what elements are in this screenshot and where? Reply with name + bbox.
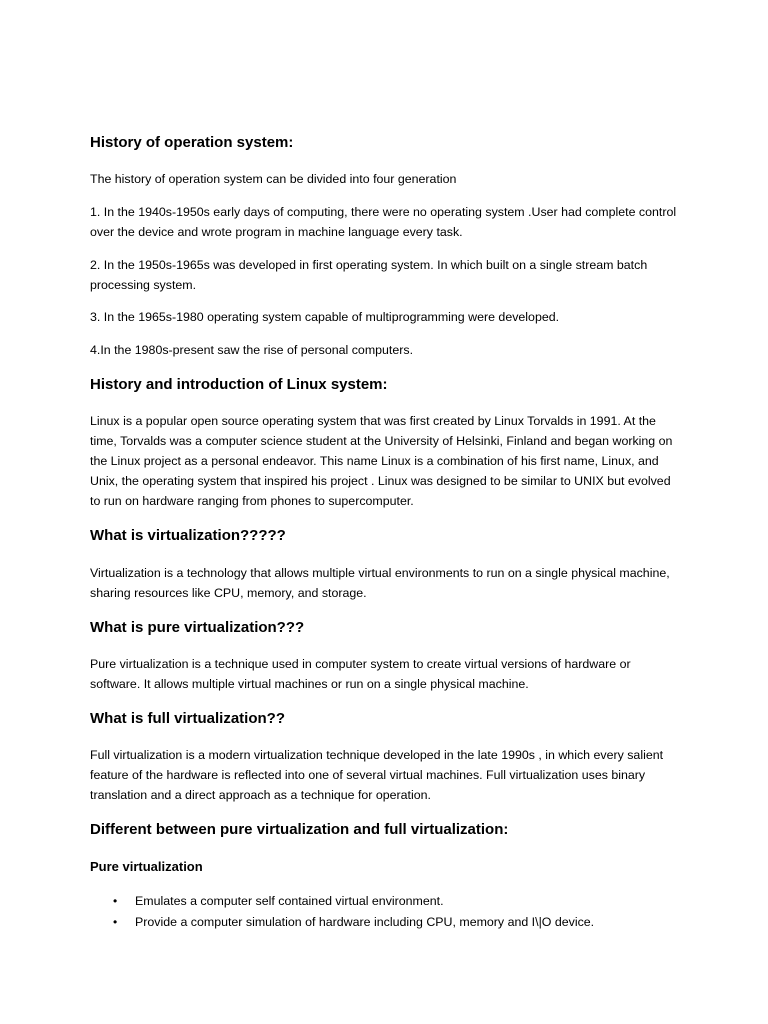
list-item-text: Provide a computer simulation of hardware including CPU, memory and I\|O device. <box>135 915 595 929</box>
list-item <box>90 891 680 912</box>
bullet-list <box>90 891 680 933</box>
paragraph-virtualization: Virtualization is a technology that allows multiple virtual environments to run on a single physical machine, sharing resources like CPU, memory, and storage. <box>90 566 670 600</box>
paragraph-full-virtualization: Full virtualization is a modern virtualization technique developed in the late 1990s , in which every salient feature of the hardware is reflected into one of several virtual machines. Full virtualization uses binary translation and a direct approach as a technique for operation. <box>90 748 664 802</box>
bullet-icon: • <box>113 915 118 929</box>
paragraph-generation-3: 3. In the 1965s-1980 operating system capable of multiprogramming were developed. <box>90 310 560 324</box>
paragraph-intro: The history of operation system can be divided into four generation <box>90 172 457 186</box>
bullet-icon: • <box>113 894 118 908</box>
heading-pure-virtualization: What is pure virtualization??? <box>90 619 305 636</box>
heading-history-os: History of operation system: <box>90 134 294 151</box>
paragraph-linux: Linux is a popular open source operating system that was first created by Linux Torvalds in 1991. At the time, Torvalds was a computer science student at the University of Helsinki, Finland and began working on the Linux project as a personal endeavor. This name Linux is a combination of his first name, Linux, and Unix, the operating system that inspired his project . Linux was designed to be similar to UNIX but evolved to run on hardware ranging from phones to supercomputer. <box>90 414 673 508</box>
list-item-text: Emulates a computer self contained virtual environment. <box>135 894 444 908</box>
heading-linux: History and introduction of Linux system: <box>90 376 388 393</box>
heading-virtualization: What is virtualization????? <box>90 527 286 544</box>
subheading-pure-virtualization: Pure virtualization <box>90 859 203 874</box>
paragraph-generation-1: 1. In the 1940s-1950s early days of computing, there were no operating system .User had complete control over the device and wrote program in machine language every task. <box>90 205 677 239</box>
paragraph-pure-virtualization: Pure virtualization is a technique used in computer system to create virtual versions of hardware or software. It allows multiple virtual machines or run on a single physical machine. <box>90 657 631 691</box>
paragraph-generation-2: 2. In the 1950s-1965s was developed in first operating system. In which built on a single stream batch processing system. <box>90 258 648 292</box>
heading-full-virtualization: What is full virtualization?? <box>90 710 285 727</box>
heading-difference: Different between pure virtualization and full virtualization: <box>90 821 509 838</box>
list-item <box>90 912 680 933</box>
paragraph-generation-4: 4.In the 1980s-present saw the rise of personal computers. <box>90 343 414 357</box>
